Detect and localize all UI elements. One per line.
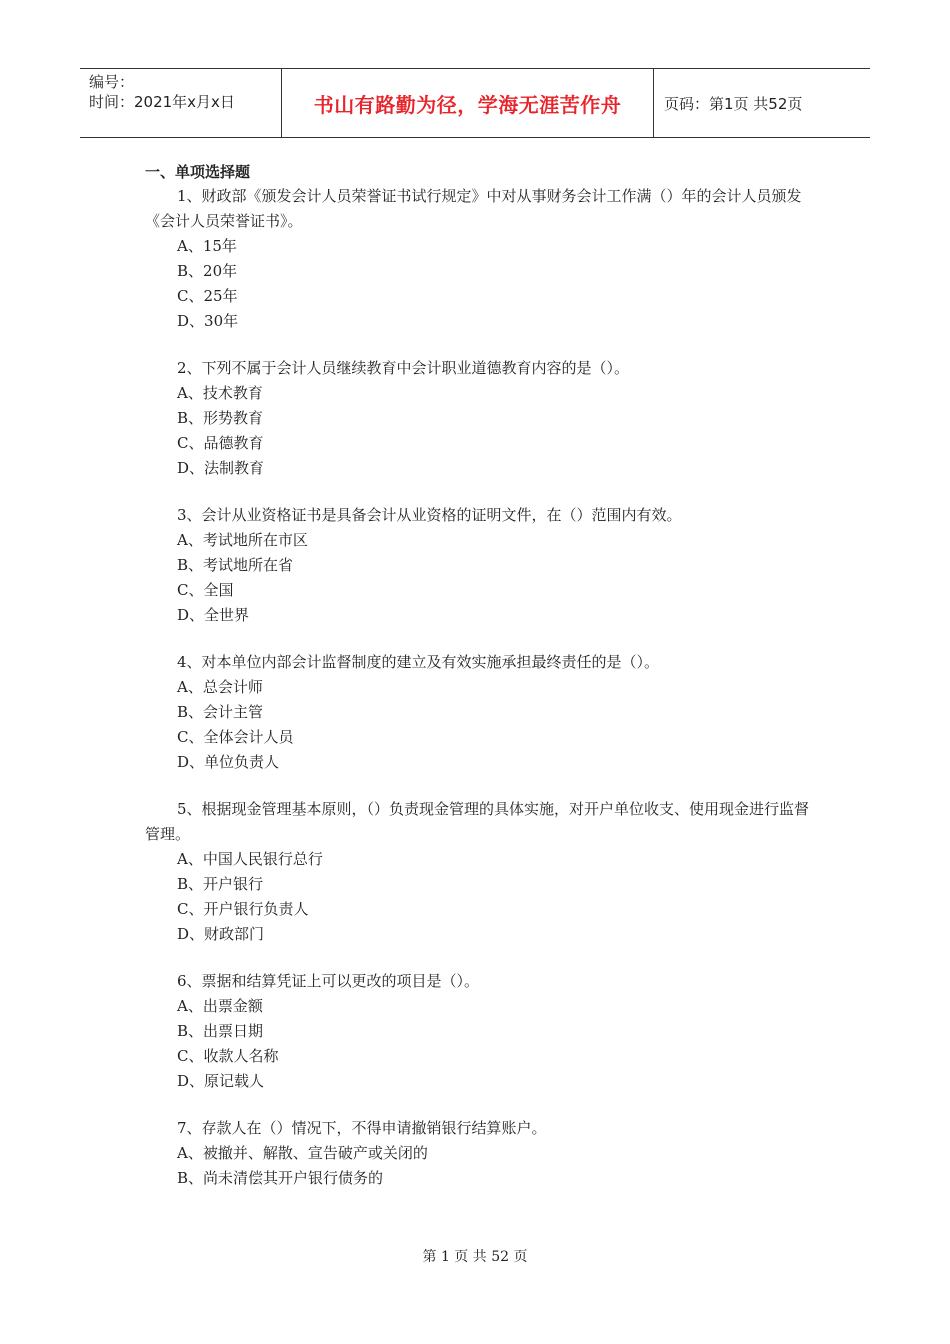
option-c: C、开户银行负责人 <box>177 900 309 918</box>
option-c: C、全体会计人员 <box>177 728 294 746</box>
question-item <box>145 184 815 334</box>
question-item <box>145 969 815 1094</box>
option-d: D、单位负责人 <box>177 753 280 771</box>
option-a: A、考试地所在市区 <box>177 531 308 549</box>
document-body <box>145 160 815 1213</box>
page-footer: 第 1 页 共 52 页 <box>422 1249 528 1265</box>
option-c: C、品德教育 <box>177 434 264 452</box>
header-meta-cell <box>80 69 282 137</box>
question-text: 3、会计从业资格证书是具备会计从业资格的证明文件，在（）范围内有效。 <box>177 506 682 524</box>
option-c: C、收款人名称 <box>177 1047 279 1065</box>
option-a: A、中国人民银行总行 <box>177 850 323 868</box>
option-a: A、出票金额 <box>177 997 263 1015</box>
option-b: B、会计主管 <box>177 703 264 721</box>
option-b: B、开户银行 <box>177 875 264 893</box>
option-b: B、出票日期 <box>177 1022 264 1040</box>
question-text: 4、对本单位内部会计监督制度的建立及有效实施承担最终责任的是（）。 <box>177 653 660 671</box>
question-item <box>145 650 815 775</box>
header-motto: 书山有路勤为径，学海无涯苦作舟 <box>282 69 654 137</box>
option-d: D、财政部门 <box>177 925 265 943</box>
option-d: D、法制教育 <box>177 459 265 477</box>
document-header <box>80 68 870 138</box>
option-b: B、尚未清偿其开户银行债务的 <box>177 1169 384 1187</box>
time-label: 时间：2021年x月x日 <box>89 93 235 111</box>
question-text: 5、根据现金管理基本原则，（）负责现金管理的具体实施，对开户单位收支、使用现金进行监督管理。 <box>145 800 810 843</box>
option-c: C、25年 <box>177 287 238 305</box>
option-b: B、形势教育 <box>177 409 264 427</box>
option-d: D、原记载人 <box>177 1072 265 1090</box>
option-c: C、全国 <box>177 581 234 599</box>
number-label: 编号： <box>89 73 135 91</box>
question-text: 7、存款人在（）情况下，不得申请撤销银行结算账户。 <box>177 1119 547 1137</box>
option-b: B、考试地所在省 <box>177 556 294 574</box>
option-a: A、技术教育 <box>177 384 263 402</box>
option-b: B、20年 <box>177 262 238 280</box>
option-a: A、15年 <box>177 237 237 255</box>
question-item <box>145 797 815 947</box>
question-item <box>145 356 815 481</box>
question-item <box>145 503 815 628</box>
option-d: D、30年 <box>177 312 239 330</box>
question-text: 6、票据和结算凭证上可以更改的项目是（）。 <box>177 972 480 990</box>
question-text: 1、财政部《颁发会计人员荣誉证书试行规定》中对从事财务会计工作满（）年的会计人员颁发《会计人员荣誉证书》。 <box>145 187 802 230</box>
header-page-info: 页码：第1页 共52页 <box>664 94 803 113</box>
option-a: A、被撤并、解散、宣告破产或关闭的 <box>177 1144 428 1162</box>
question-text: 2、下列不属于会计人员继续教育中会计职业道德教育内容的是（）。 <box>177 359 630 377</box>
option-d: D、全世界 <box>177 606 250 624</box>
section-title: 一、单项选择题 <box>145 163 251 181</box>
question-item <box>145 1116 815 1191</box>
option-a: A、总会计师 <box>177 678 263 696</box>
